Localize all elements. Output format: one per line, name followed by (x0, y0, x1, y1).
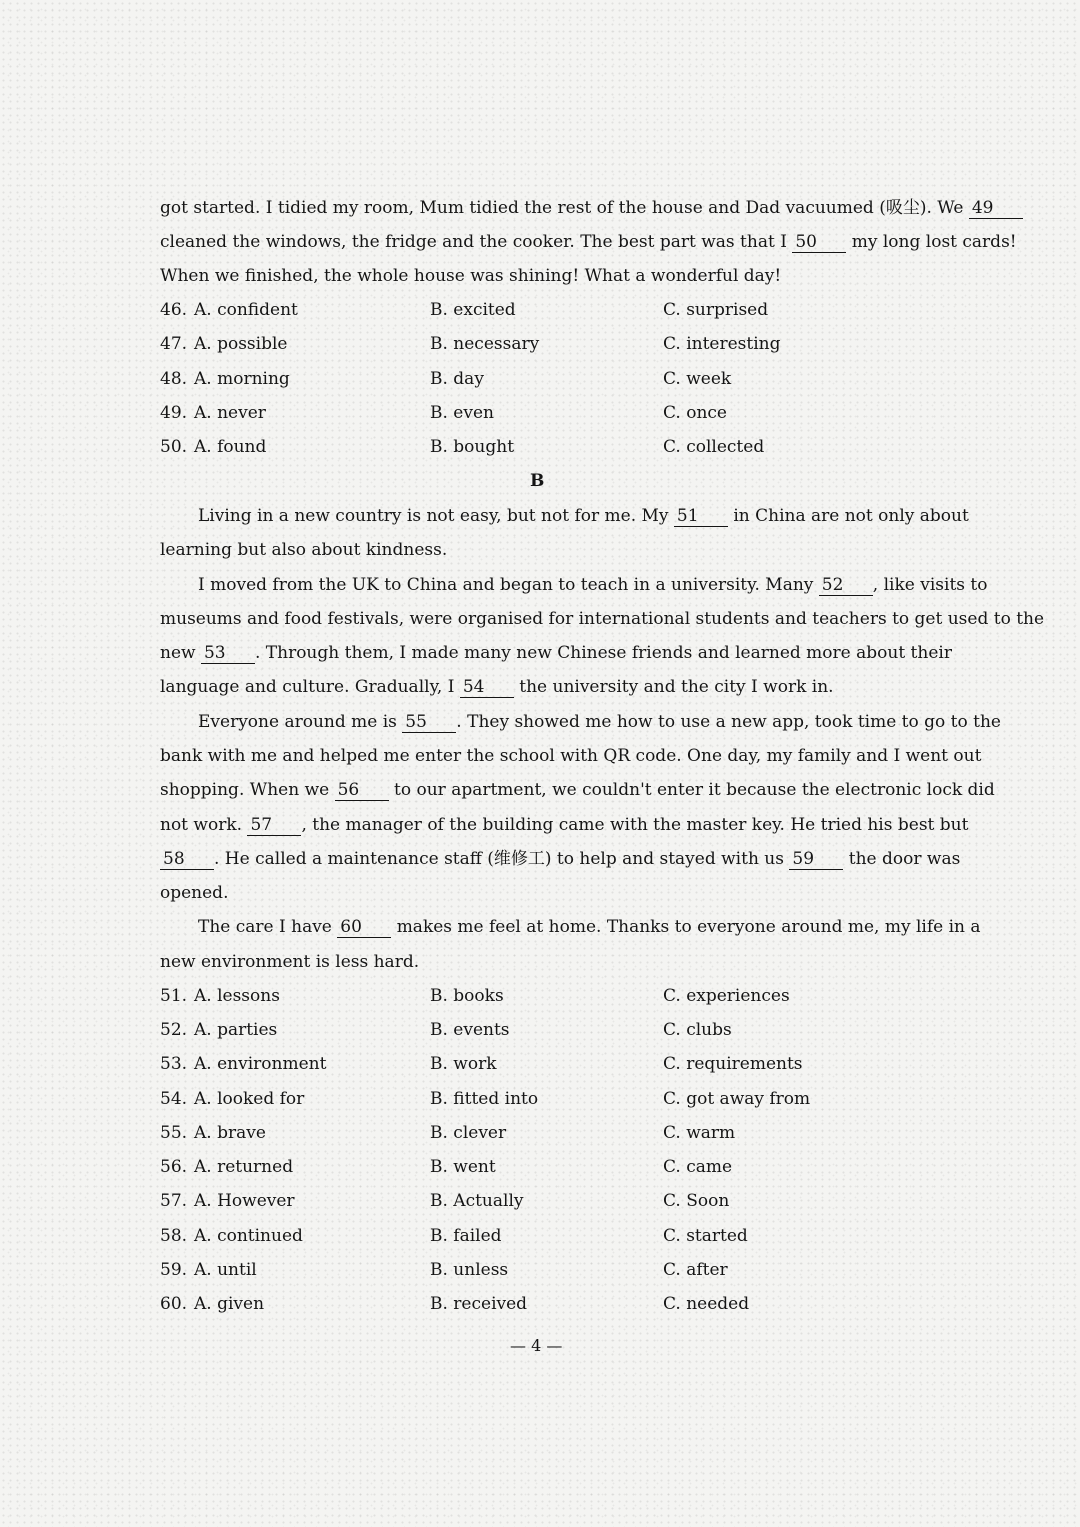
passage-b-line (160, 950, 920, 974)
option-a: A. given (194, 1294, 265, 1314)
text-segment: Living in a new country is not easy, but not for me. My (198, 506, 669, 526)
question-row (160, 298, 920, 322)
answer-blank: 55 (402, 713, 456, 733)
passage-a-line-2 (160, 230, 1017, 254)
text-segment: , like visits to (872, 575, 988, 595)
option-b: B. unless (430, 1260, 509, 1280)
text-segment: in China are not only about (733, 506, 969, 526)
option-c: C. week (663, 369, 732, 389)
question-number: 51. (160, 986, 188, 1006)
option-b: B. work (430, 1054, 497, 1074)
option-c: C. warm (663, 1123, 736, 1143)
option-c: C. started (663, 1226, 748, 1246)
page-number: — 4 — (510, 1336, 563, 1355)
answer-blank: 49 (969, 199, 1023, 219)
option-c: C. surprised (663, 300, 769, 320)
question-row (160, 1155, 920, 1179)
option-c: C. experiences (663, 986, 790, 1006)
answer-blank: 50 (792, 233, 846, 253)
option-c: C. came (663, 1157, 733, 1177)
question-number: 56. (160, 1157, 188, 1177)
text-segment: language and culture. Gradually, I (160, 677, 455, 697)
option-c: C. clubs (663, 1020, 732, 1040)
answer-blank: 58 (160, 850, 214, 870)
passage-b-line (198, 504, 969, 528)
text-segment: shopping. When we (160, 780, 330, 800)
option-c: C. once (663, 403, 727, 423)
passage-b-line (160, 813, 969, 837)
option-c: C. collected (663, 437, 765, 457)
option-b: B. failed (430, 1226, 502, 1246)
text-segment: Everyone around me is (198, 712, 397, 732)
text-segment: opened. (160, 883, 229, 903)
text-segment: , the manager of the building came with the master key. He tried his best but (301, 815, 969, 835)
text-segment: When we finished, the whole house was shining! What a wonderful day! (160, 266, 782, 286)
option-a: A. found (194, 437, 267, 457)
option-a: A. parties (194, 1020, 278, 1040)
question-row (160, 984, 920, 1008)
question-number: 50. (160, 437, 188, 457)
question-number: 46. (160, 300, 188, 320)
text-segment: bank with me and helped me enter the school with QR code. One day, my family and I went out (160, 746, 982, 766)
text-segment: museums and food festivals, were organised for international students and teachers to get used to the (160, 609, 1045, 629)
option-b: B. excited (430, 300, 516, 320)
passage-b-line (160, 641, 952, 665)
option-a: A. lessons (194, 986, 280, 1006)
text-segment: got started. I tidied my room, Mum tidied the rest of the house and Dad vacuumed (吸尘). We (160, 198, 964, 218)
option-a: A. possible (194, 334, 288, 354)
option-b: B. received (430, 1294, 528, 1314)
question-row (160, 367, 920, 391)
passage-b-line (198, 710, 1001, 734)
answer-blank: 59 (789, 850, 843, 870)
text-segment: not work. (160, 815, 243, 835)
option-b: B. bought (430, 437, 515, 457)
question-row (160, 1018, 920, 1042)
question-number: 47. (160, 334, 188, 354)
option-c: C. after (663, 1260, 728, 1280)
answer-blank: 60 (337, 918, 391, 938)
option-b: B. clever (430, 1123, 507, 1143)
option-c: C. interesting (663, 334, 781, 354)
question-number: 53. (160, 1054, 188, 1074)
text-segment: . Through them, I made many new Chinese friends and learned more about their (254, 643, 952, 663)
text-segment: makes me feel at home. Thanks to everyone around me, my life in a (396, 917, 981, 937)
text-segment: cleaned the windows, the fridge and the cooker. The best part was that I (160, 232, 787, 252)
question-number: 49. (160, 403, 188, 423)
question-number: 59. (160, 1260, 188, 1280)
question-row (160, 401, 920, 425)
option-c: C. Soon (663, 1191, 730, 1211)
option-a: A. returned (194, 1157, 294, 1177)
option-b: B. even (430, 403, 494, 423)
question-row (160, 1052, 920, 1076)
question-number: 57. (160, 1191, 188, 1211)
passage-b-line (160, 881, 920, 905)
question-number: 52. (160, 1020, 188, 1040)
text-segment: new environment is less hard. (160, 952, 420, 972)
text-segment: I moved from the UK to China and began to teach in a university. Many (198, 575, 814, 595)
question-row (160, 1224, 920, 1248)
question-number: 58. (160, 1226, 188, 1246)
text-segment: my long lost cards! (851, 232, 1017, 252)
question-row (160, 435, 920, 459)
question-number: 48. (160, 369, 188, 389)
option-b: B. Actually (430, 1191, 524, 1211)
passage-b-line (160, 675, 920, 699)
passage-b-line (160, 607, 1045, 631)
option-b: B. went (430, 1157, 496, 1177)
passage-b-line (160, 538, 920, 562)
question-row (160, 1189, 920, 1213)
text-segment: the university and the city I work in. (519, 677, 834, 697)
option-a: A. continued (194, 1226, 303, 1246)
text-segment: to our apartment, we couldn't enter it because the electronic lock did (394, 780, 995, 800)
text-segment: . He called a maintenance staff (维修工) to help and stayed with us (214, 849, 784, 869)
passage-b-line (160, 778, 995, 802)
option-a: A. morning (194, 369, 290, 389)
passage-b-line (160, 847, 961, 871)
answer-blank: 57 (247, 816, 301, 836)
option-a: A. never (194, 403, 266, 423)
answer-blank: 54 (460, 678, 514, 698)
option-c: C. requirements (663, 1054, 803, 1074)
option-b: B. day (430, 369, 484, 389)
option-b: B. events (430, 1020, 510, 1040)
text-segment: . They showed me how to use a new app, took time to go to the (456, 712, 1001, 732)
text-segment: The care I have (198, 917, 332, 937)
question-row (160, 1292, 920, 1316)
option-a: A. looked for (194, 1089, 305, 1109)
option-a: A. brave (194, 1123, 266, 1143)
question-number: 54. (160, 1089, 188, 1109)
answer-blank: 56 (335, 781, 389, 801)
text-segment: new (160, 643, 196, 663)
question-number: 55. (160, 1123, 188, 1143)
question-number: 60. (160, 1294, 188, 1314)
question-row (160, 332, 920, 356)
text-segment: learning but also about kindness. (160, 540, 448, 560)
passage-a-line-3 (160, 264, 920, 288)
answer-blank: 52 (819, 576, 873, 596)
passage-b-line (198, 573, 988, 597)
option-c: C. got away from (663, 1089, 811, 1109)
option-a: A. confident (194, 300, 298, 320)
passage-a-line-1 (160, 196, 994, 220)
text-segment: the door was (848, 849, 961, 869)
answer-blank: 51 (674, 507, 728, 527)
option-c: C. needed (663, 1294, 750, 1314)
option-a: A. until (194, 1260, 257, 1280)
passage-b-line (198, 915, 981, 939)
option-a: A. environment (194, 1054, 327, 1074)
section-heading: B (530, 471, 545, 491)
option-a: A. However (194, 1191, 295, 1211)
question-row (160, 1258, 920, 1282)
option-b: B. fitted into (430, 1089, 539, 1109)
option-b: B. necessary (430, 334, 540, 354)
question-row (160, 1121, 920, 1145)
option-b: B. books (430, 986, 504, 1006)
passage-b-line (160, 744, 982, 768)
question-row (160, 1087, 920, 1111)
answer-blank: 53 (201, 644, 255, 664)
